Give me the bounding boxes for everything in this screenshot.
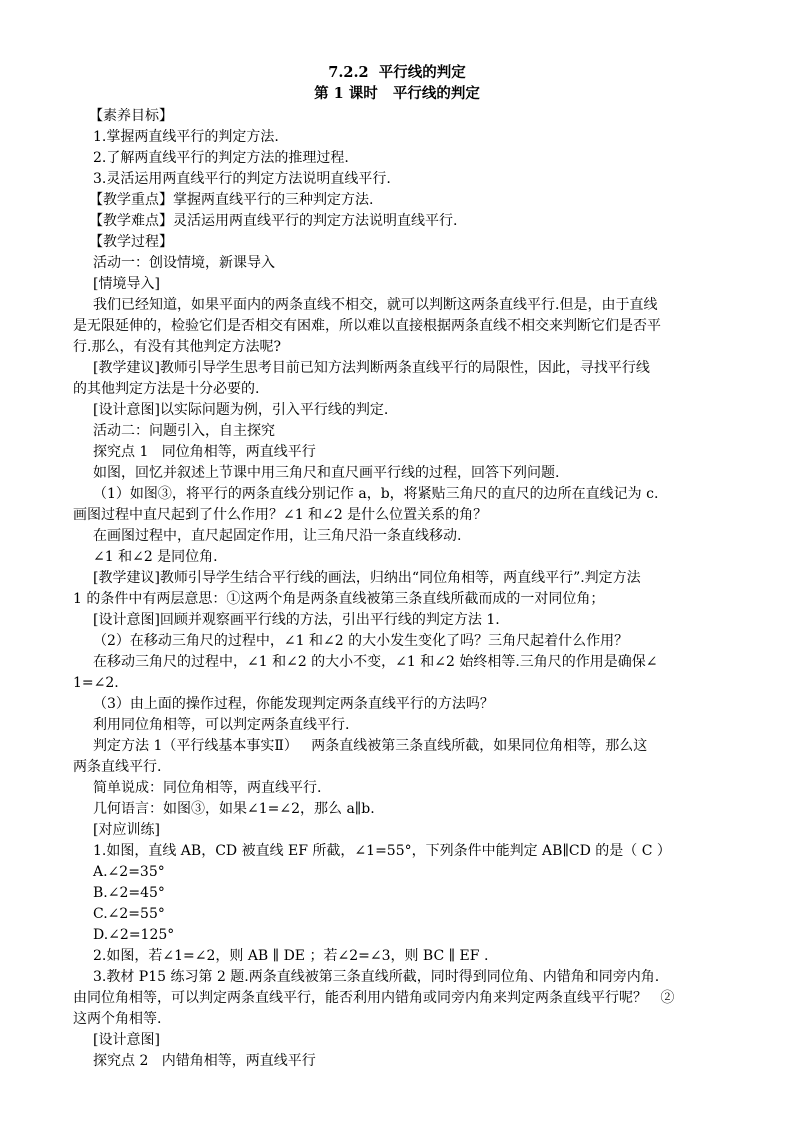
text-line: 这两个角相等. [73, 1011, 162, 1027]
text-line: 在画图过程中，直尺起固定作用，让三角尺沿一条直线移动. [93, 528, 462, 544]
text-line: 【教学过程】 [89, 234, 173, 250]
text-line: [设计意图] [93, 1032, 160, 1048]
text-line: [情境导入] [93, 276, 160, 292]
text-line: B.∠2=45° [93, 885, 165, 901]
text-line: 3.灵活运用两直线平行的判定方法说明直线平行. [93, 171, 391, 187]
text-line: 我们已经知道，如果平面内的两条直线不相交，就可以判断这两条直线平行.但是，由于直线 [93, 297, 658, 313]
text-line: 1.掌握两直线平行的判定方法. [93, 129, 279, 145]
text-line: [设计意图]回顾并观察画平行线的方法，引出平行线的判定方法 1. [93, 612, 500, 628]
text-line: [对应训练] [93, 822, 160, 838]
text-line: 3.教材 P15 练习第 2 题.两条直线被第三条直线所截，同时得到同位角、内错角和同旁内角. [93, 969, 660, 985]
text-line: 如图，回忆并叙述上节课中用三角尺和直尺画平行线的过程，回答下列问题. [93, 465, 560, 481]
text-line: D.∠2=125° [93, 927, 175, 943]
text-line: 2.了解两直线平行的判定方法的推理过程. [93, 150, 349, 166]
text-line: C.∠2=55° [93, 906, 165, 922]
section-title: 7.2.2 平行线的判定 [328, 64, 466, 81]
text-line: 画图过程中直尺起到了什么作用？∠1 和∠2 是什么位置关系的角？ [73, 507, 488, 523]
text-line: A.∠2=35° [93, 864, 165, 880]
text-line: 活动一：创设情境，新课导入 [93, 255, 275, 271]
text-line: [设计意图]以实际问题为例，引入平行线的判定. [93, 402, 389, 418]
text-line: [教学建议]教师引导学生结合平行线的画法，归纳出“同位角相等，两直线平行”.判定方法 [93, 570, 641, 586]
text-line: 行.那么，有没有其他判定方法呢? [73, 339, 281, 355]
text-line: 的其他判定方法是十分必要的. [73, 381, 260, 397]
text-line: ∠1 和∠2 是同位角. [93, 549, 218, 565]
text-line: 【素养目标】 [89, 108, 173, 124]
text-line: 1.如图，直线 AB，CD 被直线 EF 所截，∠1=55°，下列条件中能判定 AB∥CD 的是（ C ） [93, 843, 671, 859]
text-line: 几何语言：如图③，如果∠1=∠2，那么 a∥b. [93, 801, 375, 817]
text-line: 1 的条件中有两层意思：①这两个角是两条直线被第三条直线所截而成的一对同位角； [73, 591, 605, 607]
text-line: 1=∠2. [73, 675, 119, 691]
text-line: 探究点 1 同位角相等，两直线平行 [93, 444, 316, 460]
text-line: 探究点 2 内错角相等，两直线平行 [93, 1053, 316, 1069]
text-line: （1）如图③，将平行的两条直线分别记作 a，b，将紧贴三角尺的直尺的边所在直线记为 c. [93, 486, 659, 502]
text-line: [教学建议]教师引导学生思考目前已知方法判断两条直线平行的局限性，因此，寻找平行线 [93, 360, 650, 376]
text-line: 是无限延伸的，检验它们是否相交有困难，所以难以直接根据两条直线不相交来判断它们是否平 [73, 318, 661, 334]
text-line: 【教学重点】掌握两直线平行的三种判定方法. [89, 192, 374, 208]
text-line: 活动二：问题引入，自主探究 [93, 423, 275, 439]
text-line: 【教学难点】灵活运用两直线平行的判定方法说明直线平行. [89, 213, 458, 229]
text-line: 由同位角相等，可以判定两条直线平行，能否利用内错角或同旁内角来判定两条直线平行呢？ ② [73, 990, 675, 1006]
text-line: （2）在移动三角尺的过程中，∠1 和∠2 的大小发生变化了吗？三角尺起着什么作用？ [93, 633, 629, 649]
lesson-title: 第 1 课时 平行线的判定 [314, 85, 480, 102]
text-line: 在移动三角尺的过程中，∠1 和∠2 的大小不变，∠1 和∠2 始终相等.三角尺的作用是确保∠ [93, 654, 658, 670]
text-line: 简单说成：同位角相等，两直线平行. [93, 780, 322, 796]
text-line: 两条直线平行. [73, 759, 162, 775]
text-line: （3）由上面的操作过程，你能发现判定两条直线平行的方法吗？ [93, 696, 494, 712]
text-line: 利用同位角相等，可以判定两条直线平行. [93, 717, 350, 733]
text-line: 2.如图，若∠1=∠2，则 AB ∥ DE ；若∠2=∠3，则 BC ∥ EF . [93, 948, 489, 964]
text-line: 判定方法 1（平行线基本事实Ⅱ） 两条直线被第三条直线所截，如果同位角相等，那么这 [93, 738, 648, 754]
